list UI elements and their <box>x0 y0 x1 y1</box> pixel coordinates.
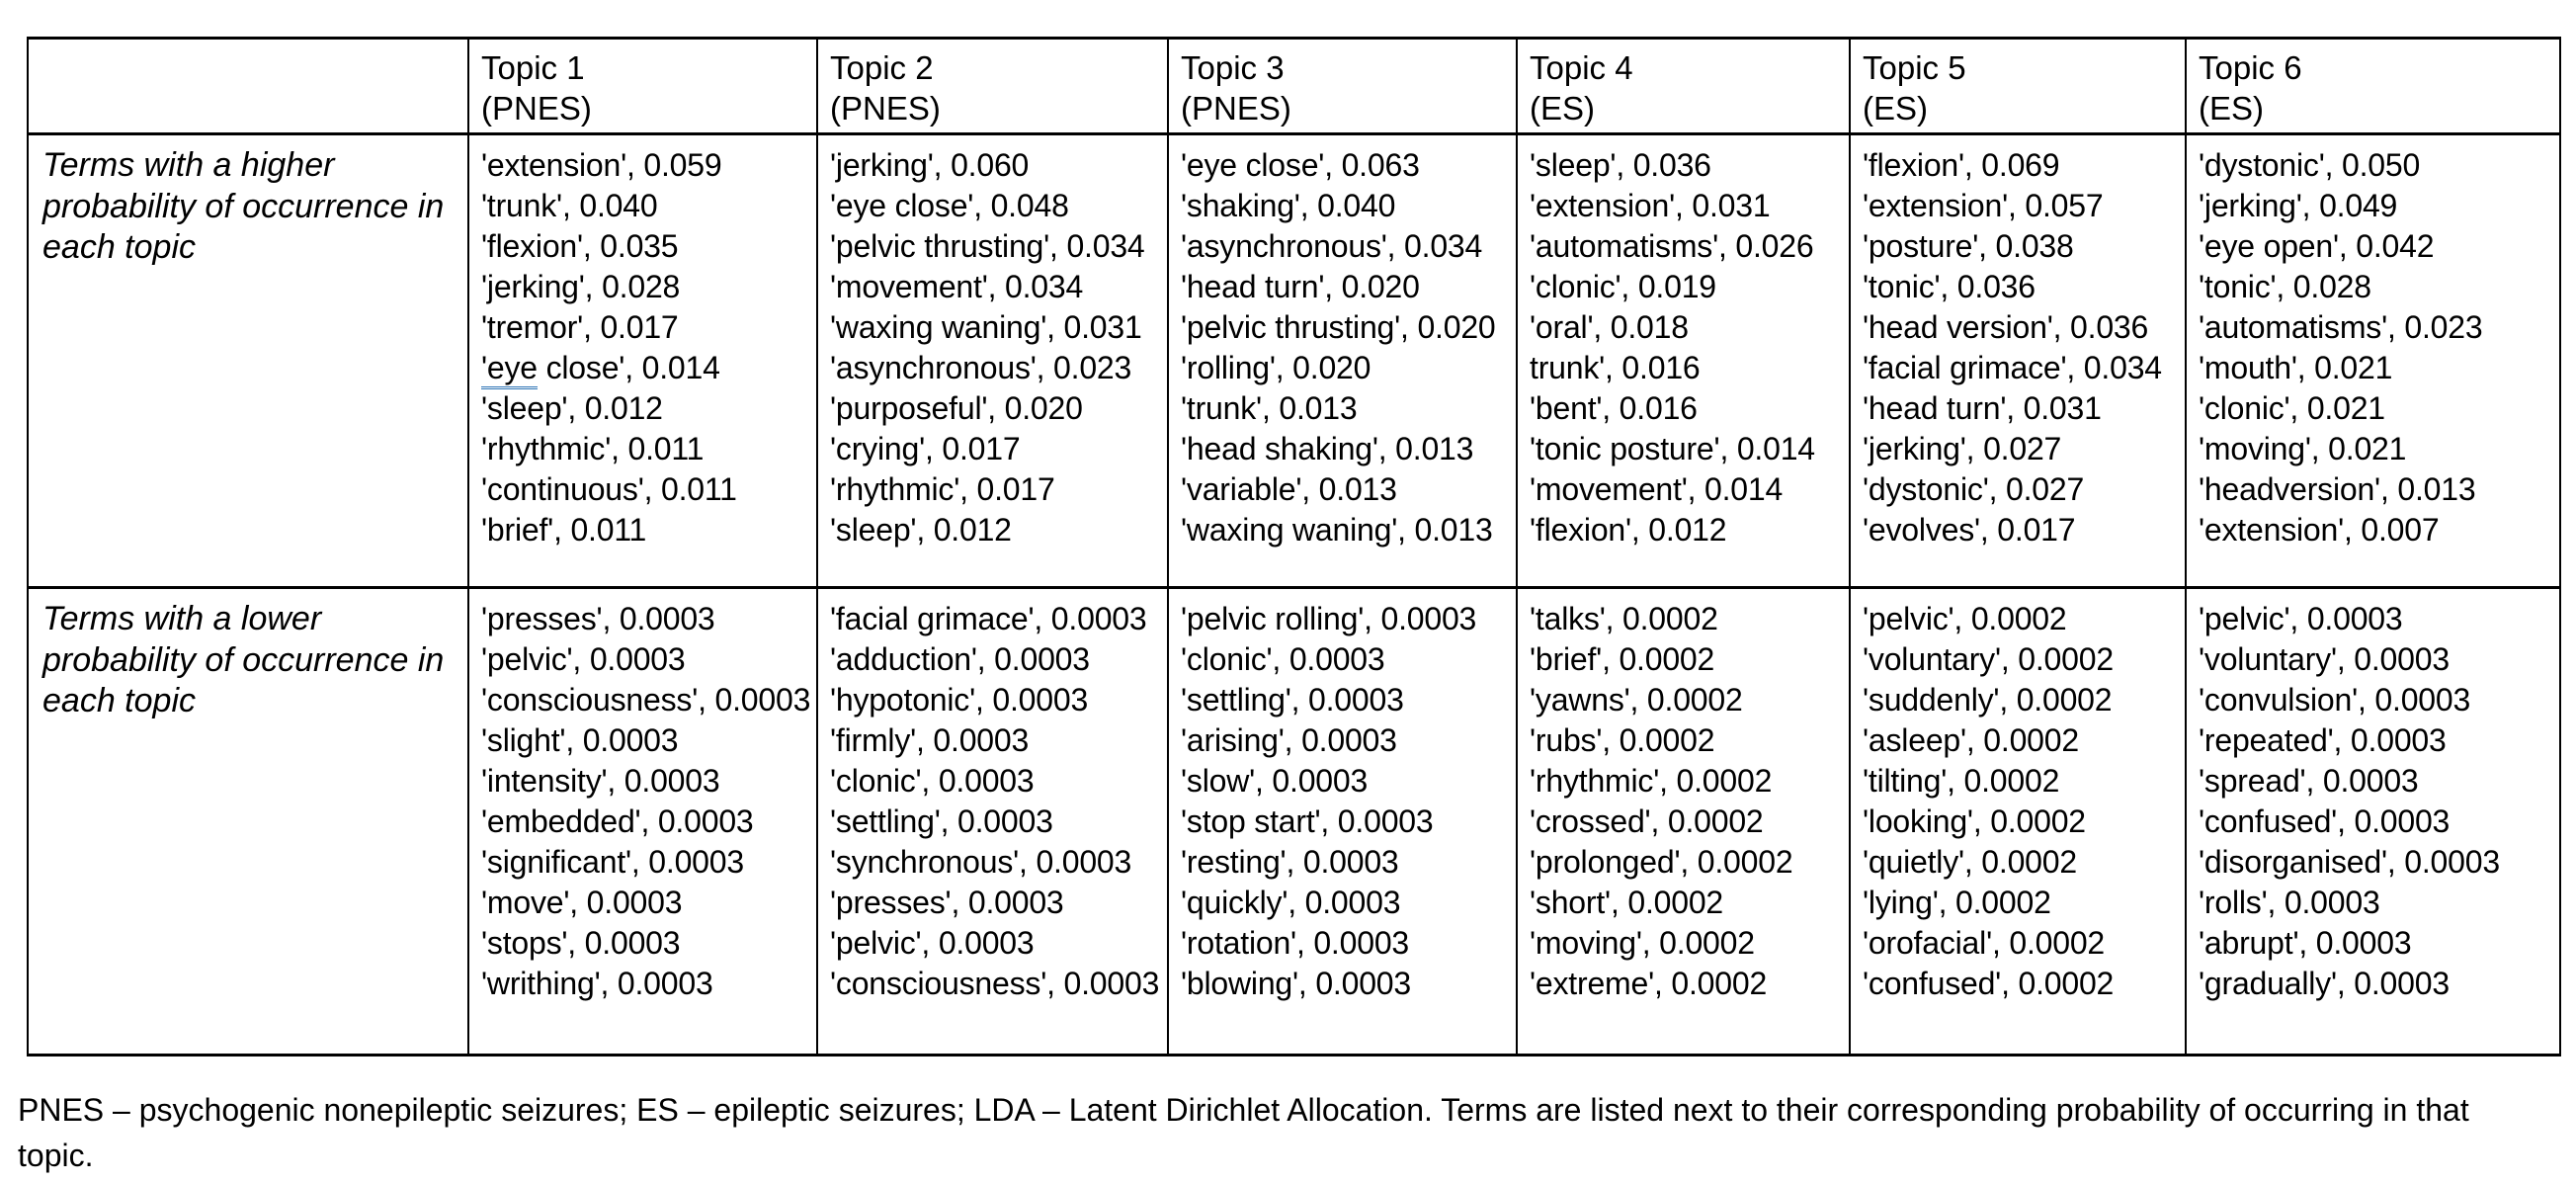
term-line: 'asleep', 0.0002 <box>1863 722 2079 758</box>
topic-4-title: Topic 4 <box>1530 49 1633 86</box>
term-line: 'tonic posture', 0.014 <box>1530 431 1815 466</box>
term-line: 'jerking', 0.060 <box>830 147 1030 183</box>
term-line: 'head shaking', 0.013 <box>1181 431 1474 466</box>
term-line: 'confused', 0.0002 <box>1863 966 2115 1001</box>
topic-1-higher-terms <box>468 134 817 588</box>
term-line: trunk', 0.016 <box>1530 350 1701 385</box>
term-line: 'convulsion', 0.0003 <box>2199 682 2471 718</box>
term-line: 'oral', 0.018 <box>1530 309 1689 345</box>
term-line: 'sleep', 0.012 <box>481 390 663 426</box>
term-line: 'move', 0.0003 <box>481 885 683 920</box>
term-line: 'dystonic', 0.050 <box>2199 147 2421 183</box>
term-line: 'adduction', 0.0003 <box>830 641 1090 677</box>
term-line: 'asynchronous', 0.034 <box>1181 228 1483 264</box>
term-line: 'flexion', 0.012 <box>1530 512 1727 548</box>
term-line: 'embedded', 0.0003 <box>481 803 754 839</box>
grammar-check-underline: 'eye <box>481 350 538 389</box>
topic-2-subtitle: (PNES) <box>830 90 941 127</box>
topic-4-lower-terms <box>1517 588 1850 1056</box>
term-line: 'eye open', 0.042 <box>2199 228 2435 264</box>
term-line: 'facial grimace', 0.034 <box>1863 350 2162 385</box>
term-line: 'pelvic', 0.0003 <box>2199 601 2403 636</box>
topic-3-title: Topic 3 <box>1181 49 1285 86</box>
term-line: 'extension', 0.031 <box>1530 188 1771 223</box>
term-line: 'pelvic', 0.0003 <box>481 641 686 677</box>
lda-topics-table <box>27 37 2561 1056</box>
term-line: 'rhythmic', 0.011 <box>481 431 705 466</box>
term-line: 'prolonged', 0.0002 <box>1530 844 1793 880</box>
term-line: 'clonic', 0.019 <box>1530 269 1716 304</box>
topic-5-higher-terms <box>1850 134 2186 588</box>
term-line: 'continuous', 0.011 <box>481 471 737 507</box>
term-line: 'eye close', 0.063 <box>1181 147 1420 183</box>
term-line: 'evolves', 0.017 <box>1863 512 2076 548</box>
term-line: 'writhing', 0.0003 <box>481 966 713 1001</box>
term-line: 'stop start', 0.0003 <box>1181 803 1434 839</box>
higher-probability-terms-row <box>28 134 2560 588</box>
term-line: 'hypotonic', 0.0003 <box>830 682 1089 718</box>
term-line: 'crossed', 0.0002 <box>1530 803 1764 839</box>
term-line: 'automatisms', 0.023 <box>2199 309 2483 345</box>
term-line: 'eye close', 0.048 <box>830 188 1069 223</box>
term-line: 'slow', 0.0003 <box>1181 763 1369 799</box>
term-line: 'brief', 0.011 <box>481 512 647 548</box>
term-line: 'settling', 0.0003 <box>1181 682 1404 718</box>
topic-5-title: Topic 5 <box>1863 49 1966 86</box>
topic-3-header-cell <box>1168 39 1517 134</box>
term-line: 'voluntary', 0.0003 <box>2199 641 2450 677</box>
term-line: 'posture', 0.038 <box>1863 228 2074 264</box>
term-line: 'sleep', 0.036 <box>1530 147 1711 183</box>
term-line: 'dystonic', 0.027 <box>1863 471 2085 507</box>
topic-4-higher-terms <box>1517 134 1850 588</box>
term-line <box>481 348 812 388</box>
term-line: 'mouth', 0.021 <box>2199 350 2393 385</box>
term-line: 'bent', 0.016 <box>1530 390 1698 426</box>
term-line: 'rolls', 0.0003 <box>2199 885 2380 920</box>
topic-4-subtitle: (ES) <box>1530 90 1595 127</box>
topic-2-header-cell <box>817 39 1168 134</box>
term-text: close', 0.014 <box>537 350 720 385</box>
term-line: 'synchronous', 0.0003 <box>830 844 1132 880</box>
table-footnote: PNES – psychogenic nonepileptic seizures; ES – epileptic seizures; LDA – Latent Dirichlet Allocation. Terms are listed next to their corresponding probability of occurring in that topic. <box>18 1092 2469 1173</box>
term-line: 'crying', 0.017 <box>830 431 1021 466</box>
term-line: 'extension', 0.059 <box>481 147 722 183</box>
topic-6-subtitle: (ES) <box>2199 90 2264 127</box>
term-line: 'sleep', 0.012 <box>830 512 1012 548</box>
term-line: 'clonic', 0.021 <box>2199 390 2385 426</box>
term-line: 'rhythmic', 0.017 <box>830 471 1055 507</box>
topic-6-header-cell <box>2186 39 2560 134</box>
term-line: 'pelvic thrusting', 0.020 <box>1181 309 1496 345</box>
term-line: 'presses', 0.0003 <box>830 885 1064 920</box>
topic-3-subtitle: (PNES) <box>1181 90 1291 127</box>
term-line: 'flexion', 0.035 <box>481 228 679 264</box>
term-line: 'trunk', 0.040 <box>481 188 658 223</box>
term-line: 'pelvic', 0.0002 <box>1863 601 2067 636</box>
topic-5-header-cell <box>1850 39 2186 134</box>
term-line: 'jerking', 0.028 <box>481 269 681 304</box>
term-line: 'jerking', 0.049 <box>2199 188 2398 223</box>
lower-probability-terms-row <box>28 588 2560 1056</box>
corner-cell <box>28 39 468 134</box>
term-line: 'purposeful', 0.020 <box>830 390 1083 426</box>
term-line: 'orofacial', 0.0002 <box>1863 925 2106 961</box>
topic-6-lower-terms <box>2186 588 2560 1056</box>
term-line: 'significant', 0.0003 <box>481 844 744 880</box>
term-line: 'slight', 0.0003 <box>481 722 679 758</box>
term-line: 'rotation', 0.0003 <box>1181 925 1410 961</box>
term-line: 'quietly', 0.0002 <box>1863 844 2077 880</box>
term-line: 'shaking', 0.040 <box>1181 188 1396 223</box>
term-line: 'confused', 0.0003 <box>2199 803 2451 839</box>
term-line: 'spread', 0.0003 <box>2199 763 2419 799</box>
term-line: 'flexion', 0.069 <box>1863 147 2060 183</box>
table-header-row <box>28 39 2560 134</box>
term-line: 'intensity', 0.0003 <box>481 763 720 799</box>
term-line: 'tonic', 0.028 <box>2199 269 2371 304</box>
term-line: 'rubs', 0.0002 <box>1530 722 1715 758</box>
topic-3-lower-terms <box>1168 588 1517 1056</box>
term-line: 'gradually', 0.0003 <box>2199 966 2450 1001</box>
topic-1-title: Topic 1 <box>481 49 585 86</box>
term-line: 'clonic', 0.0003 <box>1181 641 1385 677</box>
term-line: 'voluntary', 0.0002 <box>1863 641 2114 677</box>
term-line: 'stops', 0.0003 <box>481 925 681 961</box>
term-line: 'quickly', 0.0003 <box>1181 885 1401 920</box>
topic-6-higher-terms <box>2186 134 2560 588</box>
term-line: 'talks', 0.0002 <box>1530 601 1718 636</box>
term-line: 'moving', 0.021 <box>2199 431 2407 466</box>
term-line: 'trunk', 0.013 <box>1181 390 1358 426</box>
term-line: 'head turn', 0.031 <box>1863 390 2102 426</box>
row-label-lower: Terms with a lower probability of occurrence in each topic <box>28 588 468 1056</box>
term-line: 'brief', 0.0002 <box>1530 641 1715 677</box>
term-line: 'headversion', 0.013 <box>2199 471 2476 507</box>
term-line: 'suddenly', 0.0002 <box>1863 682 2113 718</box>
term-line: 'repeated', 0.0003 <box>2199 722 2447 758</box>
term-line: 'tremor', 0.017 <box>481 309 679 345</box>
term-line: 'waxing waning', 0.031 <box>830 309 1142 345</box>
term-line: 'extreme', 0.0002 <box>1530 966 1768 1001</box>
term-line: 'moving', 0.0002 <box>1530 925 1755 961</box>
topic-5-subtitle: (ES) <box>1863 90 1928 127</box>
term-line: 'pelvic', 0.0003 <box>830 925 1035 961</box>
term-line: 'consciousness', 0.0003 <box>481 682 811 718</box>
topic-1-header-cell <box>468 39 817 134</box>
term-line: 'pelvic rolling', 0.0003 <box>1181 601 1477 636</box>
term-line: 'extension', 0.007 <box>2199 512 2440 548</box>
term-line: 'lying', 0.0002 <box>1863 885 2051 920</box>
term-line: 'presses', 0.0003 <box>481 601 715 636</box>
term-line: 'clonic', 0.0003 <box>830 763 1035 799</box>
term-line: 'resting', 0.0003 <box>1181 844 1399 880</box>
topic-1-lower-terms <box>468 588 817 1056</box>
term-line: 'asynchronous', 0.023 <box>830 350 1132 385</box>
term-line: 'yawns', 0.0002 <box>1530 682 1743 718</box>
topic-2-higher-terms <box>817 134 1168 588</box>
row-label-higher: Terms with a higher probability of occurrence in each topic <box>28 134 468 588</box>
topic-3-higher-terms <box>1168 134 1517 588</box>
term-line: 'arising', 0.0003 <box>1181 722 1397 758</box>
term-line: 'looking', 0.0002 <box>1863 803 2086 839</box>
term-line: 'blowing', 0.0003 <box>1181 966 1411 1001</box>
term-line: 'head version', 0.036 <box>1863 309 2149 345</box>
topic-6-title: Topic 6 <box>2199 49 2302 86</box>
term-line: 'jerking', 0.027 <box>1863 431 2062 466</box>
term-line: 'facial grimace', 0.0003 <box>830 601 1147 636</box>
topic-5-lower-terms <box>1850 588 2186 1056</box>
term-line: 'consciousness', 0.0003 <box>830 966 1160 1001</box>
topic-1-subtitle: (PNES) <box>481 90 592 127</box>
topic-4-header-cell <box>1517 39 1850 134</box>
term-line: 'tilting', 0.0002 <box>1863 763 2060 799</box>
term-line: 'short', 0.0002 <box>1530 885 1724 920</box>
term-line: 'waxing waning', 0.013 <box>1181 512 1493 548</box>
term-line: 'head turn', 0.020 <box>1181 269 1420 304</box>
term-line: 'pelvic thrusting', 0.034 <box>830 228 1145 264</box>
term-line: 'rhythmic', 0.0002 <box>1530 763 1773 799</box>
topic-2-title: Topic 2 <box>830 49 934 86</box>
term-line: 'abrupt', 0.0003 <box>2199 925 2412 961</box>
term-line: 'movement', 0.014 <box>1530 471 1784 507</box>
term-line: 'tonic', 0.036 <box>1863 269 2036 304</box>
term-line: 'variable', 0.013 <box>1181 471 1397 507</box>
term-line: 'rolling', 0.020 <box>1181 350 1371 385</box>
term-line: 'extension', 0.057 <box>1863 188 2104 223</box>
term-line: 'automatisms', 0.026 <box>1530 228 1814 264</box>
term-line: 'firmly', 0.0003 <box>830 722 1030 758</box>
term-line: 'movement', 0.034 <box>830 269 1084 304</box>
term-line: 'disorganised', 0.0003 <box>2199 844 2500 880</box>
term-line: 'settling', 0.0003 <box>830 803 1053 839</box>
topic-2-lower-terms <box>817 588 1168 1056</box>
